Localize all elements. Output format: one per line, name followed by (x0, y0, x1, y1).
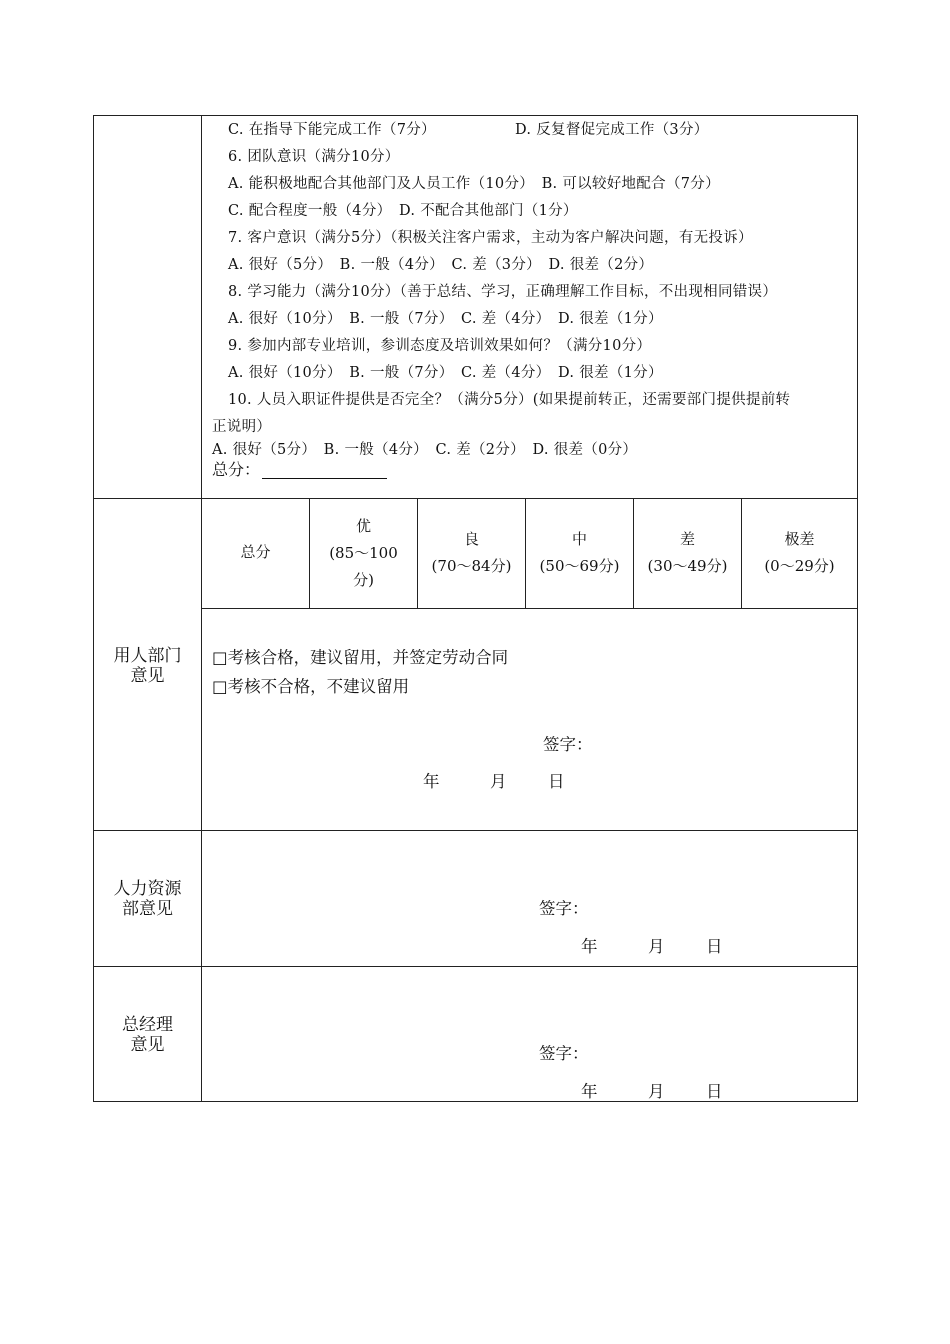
q6-title: 6. 团队意识（满分10分） (228, 149, 400, 165)
dept-opinion-label (94, 646, 201, 686)
grade-range: (0～29分) (764, 557, 835, 575)
hr-sign-label: 签字： (539, 899, 589, 918)
hr-opinion-label-line1: 人力资源 (113, 879, 182, 899)
grade-range: (85～100 (329, 544, 398, 562)
dept-date-year: 年 (423, 772, 440, 791)
grade-name: 中 (571, 530, 587, 548)
q7-options: A. 很好（5分） B. 一般（4分） C. 差（3分） D. 很差（2分） (228, 257, 654, 273)
grade-medium (526, 526, 633, 580)
q8-title: 8. 学习能力（满分10分）（善于总结、学习，正确理解工作目标，不出现相同错误） (228, 284, 778, 300)
grade-range-cont: 分) (353, 571, 374, 589)
dept-option-pass-checkbox[interactable]: □考核合格，建议留用，并签定劳动合同 (212, 648, 509, 667)
hr-date-month: 月 (648, 937, 665, 956)
grade-name: 极差 (784, 530, 815, 548)
gm-opinion-label-line1: 总经理 (122, 1015, 173, 1035)
row-divider-dept (93, 830, 858, 831)
table-border-bottom (93, 1101, 858, 1102)
hr-date-year: 年 (581, 937, 598, 956)
total-score-field[interactable] (212, 461, 387, 479)
total-score-blank[interactable] (262, 464, 387, 479)
dept-option-fail-checkbox[interactable]: □考核不合格，不建议留用 (212, 677, 410, 696)
q10-title-cont: 正说明） (212, 419, 272, 435)
q6-options-ab: A. 能积极地配合其他部门及人员工作（10分） B. 可以较好地配合（7分） (228, 176, 720, 192)
grade-very-poor (742, 526, 857, 580)
gm-date-month: 月 (648, 1082, 665, 1101)
grade-range: (70～84分) (431, 557, 512, 575)
grade-name: 良 (463, 530, 479, 548)
grade-name: 优 (355, 517, 371, 535)
q10-options: A. 很好（5分） B. 一般（4分） C. 差（2分） D. 很差（0分） (212, 442, 638, 458)
q5-option-d: D. 反复督促完成工作（3分） (515, 122, 709, 138)
grade-range: (50～69分) (539, 557, 620, 575)
grade-name: 差 (679, 530, 695, 548)
q9-title: 9. 参加内部专业培训，参训态度及培训效果如何？（满分10分） (228, 338, 652, 354)
gm-opinion-label (94, 1015, 201, 1055)
table-border-left (93, 115, 94, 1102)
hr-opinion-label-line2: 部意见 (122, 899, 173, 919)
row-divider-hr (93, 966, 858, 967)
q9-options: A. 很好（10分） B. 一般（7分） C. 差（4分） D. 很差（1分） (228, 365, 663, 381)
gm-opinion-label-line2: 意见 (130, 1035, 165, 1055)
dept-opinion-label-line2: 意见 (130, 666, 165, 686)
gm-date-day: 日 (706, 1082, 723, 1101)
dept-opinion-label-line1: 用人部门 (113, 646, 182, 666)
hr-date-day: 日 (706, 937, 723, 956)
grade-good (418, 526, 525, 580)
dept-date-day: 日 (548, 772, 565, 791)
grade-range: (30～49分) (647, 557, 728, 575)
q10-title: 10. 人员入职证件提供是否完全？（满分5分）(如果提前转正，还需要部门提供提前转 (228, 392, 791, 408)
table-border-top (93, 115, 858, 116)
gm-date-year: 年 (581, 1082, 598, 1101)
dept-date-month: 月 (490, 772, 507, 791)
total-score-label: 总分： (212, 460, 261, 479)
q6-options-cd: C. 配合程度一般（4分） D. 不配合其他部门（1分） (228, 203, 578, 219)
q7-title: 7. 客户意识（满分5分）（积极关注客户需求，主动为客户解决问题，有无投诉） (228, 230, 753, 246)
grade-excellent (310, 513, 417, 594)
gm-sign-label: 签字： (539, 1044, 589, 1063)
dept-sign-label: 签字： (543, 735, 593, 754)
q5-option-c: C. 在指导下能完成工作（7分） (228, 122, 436, 138)
q8-options: A. 很好（10分） B. 一般（7分） C. 差（4分） D. 很差（1分） (228, 311, 663, 327)
row-divider-evaluation (93, 498, 858, 499)
grade-poor (634, 526, 741, 580)
row-divider-grade-table (201, 608, 858, 609)
hr-opinion-label (94, 879, 201, 919)
grade-total-header: 总分 (240, 543, 271, 561)
